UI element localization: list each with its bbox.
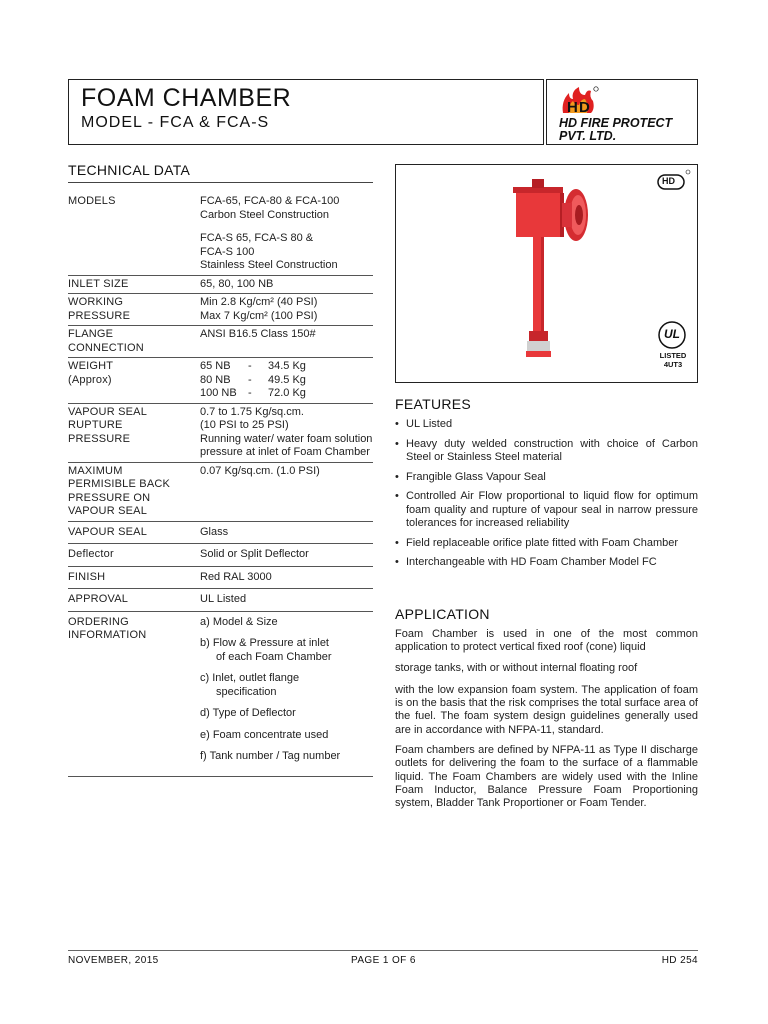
list-item xyxy=(395,556,698,570)
inlet-value: 65, 80, 100 NB xyxy=(200,277,274,290)
ordering-line: specification xyxy=(216,685,277,698)
flange-value: ANSI B16.5 Class 150# xyxy=(200,328,316,340)
label-line: PRESSURE xyxy=(68,309,131,322)
ordering-value xyxy=(200,616,373,772)
table-row-working-pressure xyxy=(68,294,373,326)
weight-value xyxy=(200,360,373,401)
hd-logo-icon xyxy=(559,85,599,117)
label-line: PRESSURE ON xyxy=(68,491,151,504)
bullet-icon: • xyxy=(395,556,399,568)
value-line: Running water/ water foam solution pressure at inlet of Foam Chamber xyxy=(200,432,373,458)
models-line: FCA-65, FCA-80 & FCA-100 xyxy=(200,195,340,207)
company-line-1: HD FIRE PROTECT xyxy=(559,116,673,130)
ordering-item: e) Foam concentrate used xyxy=(200,728,329,741)
vapour-seal-label: VAPOUR SEAL xyxy=(68,525,148,538)
heading-rule xyxy=(68,182,373,183)
vapour-seal-rupture-label xyxy=(68,406,200,460)
weight-dash: - xyxy=(248,387,252,399)
feature-text: Interchangeable with HD Foam Chamber Model FC xyxy=(406,556,657,568)
working-pressure-value xyxy=(200,296,373,323)
label-line: VAPOUR SEAL xyxy=(68,405,148,418)
label-line: VAPOUR SEAL xyxy=(68,505,148,517)
label-line: (Approx) xyxy=(68,373,112,386)
weight-size: 80 NB xyxy=(200,373,231,386)
hd-badge-text: HD xyxy=(662,176,675,186)
feature-text: Heavy duty welded construction with choice of Carbon Steel or Stainless Steel material xyxy=(406,437,698,463)
list-item xyxy=(395,438,698,465)
label-line: PRESSURE xyxy=(68,432,131,445)
weight-size: 65 NB xyxy=(200,360,231,372)
ordering-line: b) Flow & Pressure at inlet xyxy=(200,637,329,649)
vapour-seal-value: Glass xyxy=(200,525,229,538)
models-line: Stainless Steel Construction xyxy=(200,259,338,271)
models-line: FCA-S 65, FCA-S 80 & xyxy=(200,232,314,244)
logo-box xyxy=(546,79,698,145)
value-line: (10 PSI to 25 PSI) xyxy=(200,419,289,431)
max-back-pressure-label xyxy=(68,465,200,519)
page-title: FOAM CHAMBER xyxy=(81,84,292,112)
working-pressure-label xyxy=(68,296,200,323)
weight-kg: 49.5 Kg xyxy=(268,373,306,386)
feature-text: Controlled Air Flow proportional to liquid flow for optimum foam quality and rupture of vapour seal in narrow pressure tolerances for increased reliability xyxy=(406,490,698,529)
label-line: CONNECTION xyxy=(68,341,144,354)
feature-text: UL Listed xyxy=(406,418,453,430)
weight-size: 100 NB xyxy=(200,387,237,399)
table-row-vapour-seal-rupture xyxy=(68,404,373,463)
finish-label: FINISH xyxy=(68,570,106,583)
list-item xyxy=(395,490,698,531)
technical-data-heading: TECHNICAL DATA xyxy=(68,162,191,178)
application-text xyxy=(395,628,698,818)
table-row-deflector xyxy=(68,544,373,567)
footer-rule xyxy=(68,950,698,951)
value-line: 0.7 to 1.75 Kg/sq.cm. xyxy=(200,405,304,418)
product-image-box xyxy=(395,164,698,383)
table-row-inlet xyxy=(68,276,373,295)
vapour-seal-rupture-value xyxy=(200,406,373,460)
foam-chamber-image xyxy=(396,165,697,382)
value-line: Min 2.8 Kg/cm² (40 PSI) xyxy=(200,296,318,308)
list-item xyxy=(395,471,698,485)
label-line: INFORMATION xyxy=(68,629,147,641)
value-line: Max 7 Kg/cm² (100 PSI) xyxy=(200,309,318,322)
footer-page-number: PAGE 1 OF 6 xyxy=(351,955,416,966)
label-line: WORKING xyxy=(68,296,124,308)
feature-text: Field replaceable orifice plate fitted with Foam Chamber xyxy=(406,536,679,549)
table-row-flange xyxy=(68,326,373,358)
footer-date: NOVEMBER, 2015 xyxy=(68,955,159,966)
weight-kg: 72.0 Kg xyxy=(268,387,306,399)
finish-value: Red RAL 3000 xyxy=(200,570,272,583)
application-paragraph: storage tanks, with or without internal floating roof xyxy=(395,661,638,674)
company-line-2: PVT. LTD. xyxy=(559,129,617,143)
weight-dash: - xyxy=(248,360,252,372)
label-line: RUPTURE xyxy=(68,419,123,431)
table-row-approval xyxy=(68,589,373,612)
feature-text: Frangible Glass Vapour Seal xyxy=(406,470,546,483)
ordering-item xyxy=(200,637,373,664)
ordering-label xyxy=(68,616,200,772)
features-list xyxy=(395,418,698,576)
models-line: FCA-S 100 xyxy=(200,245,255,258)
technical-data-table xyxy=(68,193,373,777)
deflector-label: Deflector xyxy=(68,548,114,560)
table-row-vapour-seal xyxy=(68,522,373,545)
title-box xyxy=(68,79,544,145)
label-line: ORDERING xyxy=(68,615,129,628)
label-line: MAXIMUM xyxy=(68,464,123,477)
flange-label xyxy=(68,328,200,355)
weight-line xyxy=(200,360,373,374)
table-row-max-back-pressure xyxy=(68,463,373,522)
ordering-line: of each Foam Chamber xyxy=(216,650,332,663)
ordering-item: f) Tank number / Tag number xyxy=(200,750,341,762)
models-value xyxy=(200,195,373,273)
models-label: MODELS xyxy=(68,195,116,207)
application-paragraph: Foam chambers are defined by NFPA-11 as Type II discharge outlets for delivering the foam to the surface of a flammable liquid. The Foam Chambers are widely used with the Inline Foam Inductor, Balance Pressure Foam Proportioning system, Bladder Tank Proportioner or Foam Tender. xyxy=(395,744,698,810)
approval-label: APPROVAL xyxy=(68,593,129,605)
deflector-value: Solid or Split Deflector xyxy=(200,548,309,560)
ul-listed-text: LISTED xyxy=(659,351,687,360)
weight-line xyxy=(200,387,373,401)
svg-text:H: H xyxy=(567,99,578,116)
table-row-weight xyxy=(68,358,373,404)
ordering-item xyxy=(200,672,373,699)
page-subtitle: MODEL - FCA & FCA-S xyxy=(81,114,270,131)
company-name xyxy=(559,117,672,143)
weight-dash: - xyxy=(248,373,252,386)
label-line: FLANGE xyxy=(68,328,114,340)
ul-code-text: 4UT3 xyxy=(663,360,683,369)
ordering-line: c) Inlet, outlet flange xyxy=(200,672,300,684)
bullet-icon: • xyxy=(395,536,399,549)
svg-text:D: D xyxy=(579,99,590,116)
application-paragraph: Foam Chamber is used in one of the most common application to protect vertical fixed roof (cone) liquid xyxy=(395,628,698,654)
ul-listed-label xyxy=(658,351,688,369)
features-heading: FEATURES xyxy=(395,396,472,412)
application-heading: APPLICATION xyxy=(395,606,490,622)
footer-doc-number: HD 254 xyxy=(661,955,698,966)
bullet-icon: • xyxy=(395,470,399,483)
bullet-icon: • xyxy=(395,418,399,430)
weight-kg: 34.5 Kg xyxy=(268,360,306,372)
list-item xyxy=(395,537,698,551)
models-line: Carbon Steel Construction xyxy=(200,208,330,221)
list-item xyxy=(395,418,698,432)
max-back-pressure-value: 0.07 Kg/sq.cm. (1.0 PSI) xyxy=(200,464,320,477)
label-line: PERMISIBLE BACK xyxy=(68,478,171,490)
inlet-label: INLET SIZE xyxy=(68,277,129,290)
label-line: WEIGHT xyxy=(68,360,114,372)
table-row-finish xyxy=(68,567,373,590)
ul-mark-icon: UL xyxy=(664,327,680,341)
approval-value: UL Listed xyxy=(200,593,247,605)
table-row-ordering xyxy=(68,612,373,777)
bullet-icon: • xyxy=(395,490,399,502)
application-paragraph: with the low expansion foam system. The application of foam is on the basis that the risk comprises the total surface area of the fuel. The foam system design guidelines generally used are in accordance with NFPA-11, standard. xyxy=(395,683,698,736)
bullet-icon: • xyxy=(395,437,399,450)
weight-line xyxy=(200,374,373,388)
weight-label xyxy=(68,360,200,401)
ordering-item: a) Model & Size xyxy=(200,615,278,628)
ordering-item: d) Type of Deflector xyxy=(200,707,296,719)
table-row-models xyxy=(68,193,373,276)
